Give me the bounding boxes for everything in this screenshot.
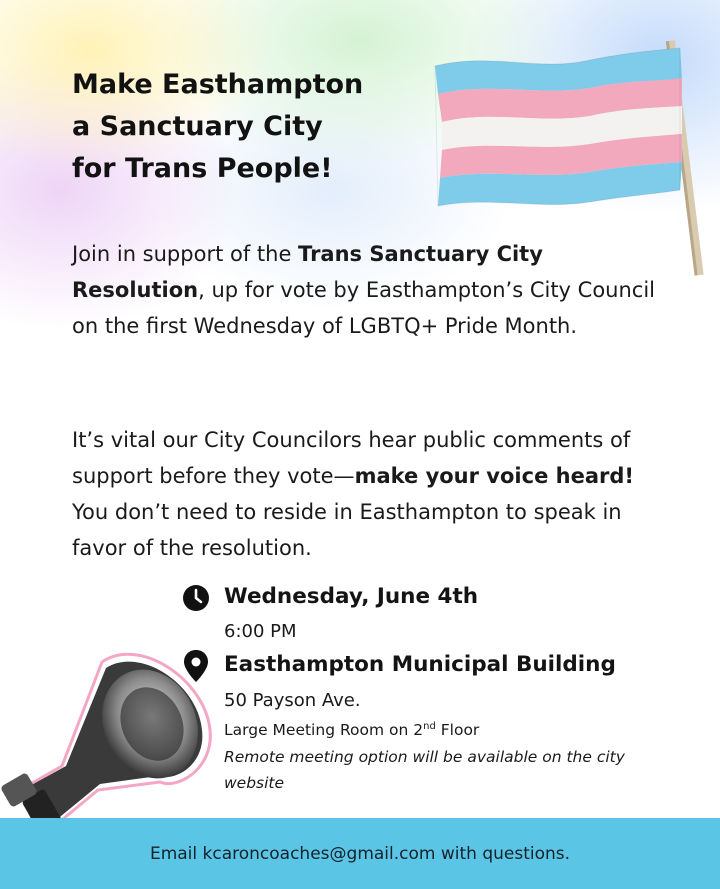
event-time: 6:00 PM xyxy=(224,621,297,642)
cta-lead: It’s vital our City Councilors hear public comments of support before they vote— xyxy=(72,428,631,488)
room-suffix: Floor xyxy=(435,721,480,740)
event-room xyxy=(224,721,479,739)
intro-paragraph xyxy=(72,236,672,344)
title-line-2: a Sanctuary City xyxy=(72,111,323,142)
cta-rest: You don’t need to reside in Easthampton to speak in favor of the resolution. xyxy=(72,500,622,560)
event-address: 50 Payson Ave. xyxy=(224,690,361,711)
footer-bar xyxy=(0,818,720,889)
event-venue: Easthampton Municipal Building xyxy=(224,652,616,677)
megaphone xyxy=(0,640,220,840)
intro-lead: Join in support of the xyxy=(72,242,299,266)
title-line-1: Make Easthampton xyxy=(72,69,364,100)
intro-rest: , up for vote by Easthampton’s City Council on the first Wednesday of LGBTQ+ Pride Month. xyxy=(72,278,656,338)
remote-note: Remote meeting option will be available on the city website xyxy=(224,748,625,792)
title-line-3: for Trans People! xyxy=(72,153,333,184)
contact-text: Email kcaroncoaches@gmail.com with questions. xyxy=(149,843,571,864)
event-date: Wednesday, June 4th xyxy=(224,584,479,609)
clock-icon xyxy=(182,584,210,612)
cta-bold: make your voice heard! xyxy=(354,464,634,488)
call-to-action-paragraph xyxy=(72,422,672,566)
resolution-name: Trans Sanctuary City Resolution xyxy=(72,242,543,302)
room-prefix: Large Meeting Room on 2 xyxy=(224,721,424,740)
room-sup: nd xyxy=(423,721,436,732)
poster-title xyxy=(72,64,363,190)
